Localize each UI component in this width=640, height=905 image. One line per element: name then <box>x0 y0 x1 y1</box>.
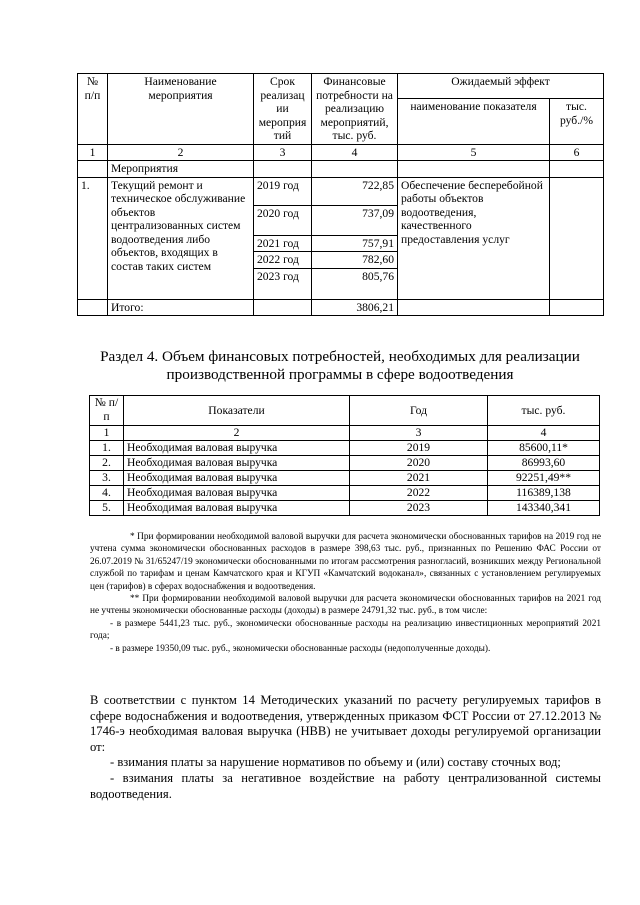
revenue-table <box>89 395 600 516</box>
table-row <box>90 456 600 471</box>
column-number: 5 <box>398 144 550 161</box>
footnote-1: * При формировании необходимой валовой выручки для расчета экономически обоснованных тарифов на 2019 год не учтена сумма экономически обоснованных расходов в размере 398,63 тыс. руб., признанных по Решению ФАС России от 26.07.2019 № 31/65247/19 экономически обоснованными по итогам рассмотрения разногласий, возникших между Региональной службой по тарифам и ценам Камчатского края и КГУП «Камчатский водоканал», связанных с установлением регулируемых цен (тарифов) в сферах водоснабжения и водоотведения. <box>90 532 601 592</box>
footnote-2a: - в размере 5441,23 тыс. руб., экономически обоснованные расходы на реализацию инвестиционных мероприятий 2021 года; <box>90 618 601 642</box>
column-number: 4 <box>488 426 600 441</box>
table-header-row <box>90 396 600 426</box>
column-number-row <box>78 144 604 161</box>
column-number: 3 <box>350 426 488 441</box>
footnote-2b: - в размере 19350,09 тыс. руб., экономически обоснованные расходы (недополученные доходы). <box>110 643 491 654</box>
item-value: 805,76 <box>312 268 398 299</box>
col-effect-name-header: наименование показателя <box>398 99 550 144</box>
item-year: 2022 год <box>254 252 312 269</box>
section-title: Раздел 4. Объем финансовых потребностей, необходимых для реализации производственной программы в сфере водоотведения <box>100 348 580 383</box>
col-indicator-header: Показатели <box>124 396 350 426</box>
row-number: 2. <box>90 456 124 471</box>
table-row <box>90 501 600 516</box>
footnotes <box>90 531 601 655</box>
item-name: Текущий ремонт и техническое обслуживание объектов централизованных систем водоотведения либо объектов, входящих в состав таких систем <box>108 177 254 299</box>
table-row <box>90 441 600 456</box>
row-number: 4. <box>90 486 124 501</box>
col-effect-header: Ожидаемый эффект <box>398 74 604 99</box>
body-paragraph: В соответствии с пунктом 14 Методических указаний по расчету регулируемых тарифов в сфере водоснабжения и водоотведения, утвержденных приказом ФСТ России от 27.12.2013 № 1746-э необходимая валовая выручка (НВВ) не учитывает доходы регулируемой организации от: <box>90 693 601 754</box>
row-year: 2022 <box>350 486 488 501</box>
col-num-header: № п/п <box>78 74 108 145</box>
measures-table <box>77 73 604 316</box>
row-amount: 116389,138 <box>488 486 600 501</box>
row-year: 2021 <box>350 471 488 486</box>
col-num-header: № п/п <box>90 396 124 426</box>
column-number: 1 <box>78 144 108 161</box>
row-indicator: Необходимая валовая выручка <box>124 501 350 516</box>
col-year-header: Год <box>350 396 488 426</box>
row-amount: 143340,341 <box>488 501 600 516</box>
table-row <box>90 486 600 501</box>
column-number: 2 <box>124 426 350 441</box>
item-year: 2020 год <box>254 205 312 235</box>
row-indicator: Необходимая валовая выручка <box>124 456 350 471</box>
row-year: 2019 <box>350 441 488 456</box>
col-term-header: Срок реализац ии мероприя тий <box>254 74 312 145</box>
item-year: 2023 год <box>254 268 312 299</box>
total-value: 3806,21 <box>312 299 398 316</box>
column-number: 2 <box>108 144 254 161</box>
item-number: 1. <box>78 177 108 299</box>
row-year: 2023 <box>350 501 488 516</box>
row-number: 1. <box>90 441 124 456</box>
total-label: Итого: <box>108 299 254 316</box>
row-indicator: Необходимая валовая выручка <box>124 471 350 486</box>
table-row <box>90 471 600 486</box>
col-effect-value-header: тыс. руб./% <box>550 99 604 144</box>
footnote-2: ** При формировании необходимой валовой выручки для расчета экономически обоснованных тарифов на 2021 год не учтены экономически обоснованные расходы (доходы) в размере 24791,32 тыс. руб., в том числе: <box>90 594 601 617</box>
row-amount: 85600,11* <box>488 441 600 456</box>
section-row <box>78 161 604 178</box>
row-indicator: Необходимая валовая выручка <box>124 441 350 456</box>
column-number-row <box>90 426 600 441</box>
column-number: 6 <box>550 144 604 161</box>
row-number: 5. <box>90 501 124 516</box>
table-row <box>78 177 604 205</box>
body-text <box>90 693 601 802</box>
item-value: 737,09 <box>312 205 398 235</box>
row-amount: 92251,49** <box>488 471 600 486</box>
bullet-item: - взимания платы за нарушение нормативов по объему и (или) составу сточных вод; <box>110 755 561 770</box>
col-finance-header: Финансовые потребности на реализацию мероприятий, тыс. руб. <box>312 74 398 145</box>
row-amount: 86993,60 <box>488 456 600 471</box>
col-amount-header: тыс. руб. <box>488 396 600 426</box>
row-number: 3. <box>90 471 124 486</box>
item-year: 2019 год <box>254 177 312 205</box>
table-header-row <box>78 74 604 99</box>
item-value: 782,60 <box>312 252 398 269</box>
row-year: 2020 <box>350 456 488 471</box>
section-label: Мероприятия <box>108 161 254 178</box>
total-row <box>78 299 604 316</box>
col-name-header: Наименование мероприятия <box>108 74 254 145</box>
row-indicator: Необходимая валовая выручка <box>124 486 350 501</box>
column-number: 4 <box>312 144 398 161</box>
bullet-item: - взимания платы за негативное воздействие на работу централизованной системы водоотведения. <box>90 770 601 801</box>
item-value: 722,85 <box>312 177 398 205</box>
item-value: 757,91 <box>312 235 398 252</box>
item-year: 2021 год <box>254 235 312 252</box>
column-number: 3 <box>254 144 312 161</box>
column-number: 1 <box>90 426 124 441</box>
item-effect: Обеспечение бесперебойной работы объектов водоотведения, качественного предоставления услуг <box>398 177 550 299</box>
